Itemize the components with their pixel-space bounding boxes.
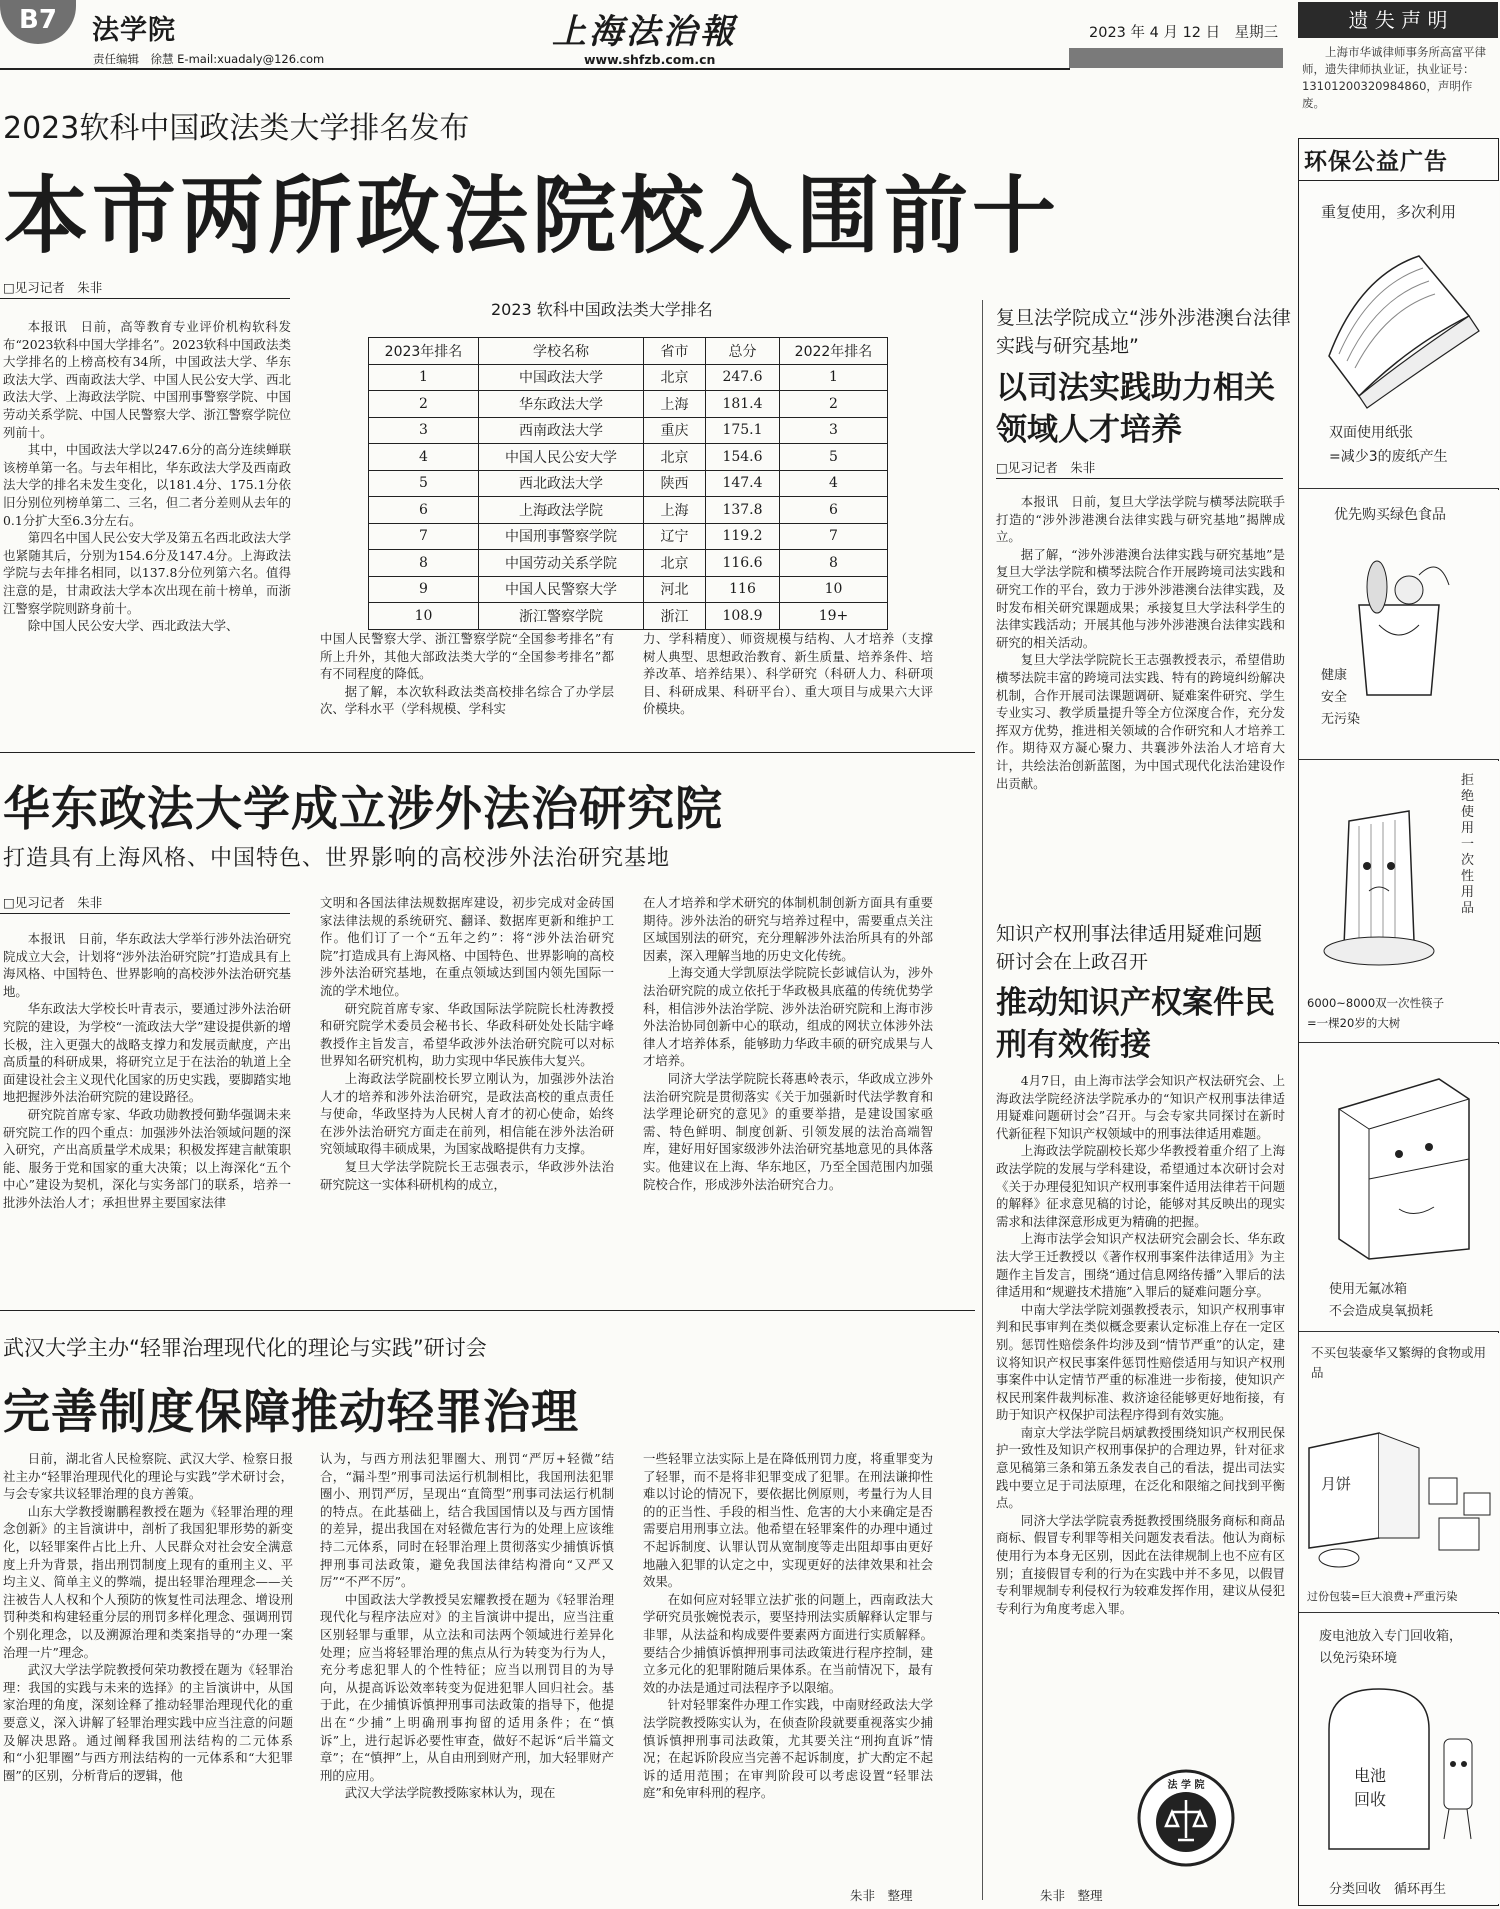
table-cell: 上海 [644, 497, 706, 524]
article2-byline: □见习记者 朱非 [3, 895, 103, 910]
section-title: 法学院 [92, 15, 176, 46]
paragraph: 研究院首席专家、华政功勋教授何勤华强调未来研究院工作的四个重点：加强涉外法治领域问题的深入研究，产出高质量学术成果；积极发挥建言献策职能、服务于党和国家的重大决策；以上海深化“五个中心”建设为契机，深化与实务部门的联系，培养一批涉外法治人才；承担世界主要国家法律 [3, 1106, 291, 1210]
column-header: 2022年排名 [780, 338, 888, 365]
table-cell: 10 [780, 576, 888, 603]
article1-byline: □见习记者 朱非 [3, 280, 103, 295]
paragraph: 中南大学法学院刘强教授表示，知识产权刑事审判和民事审判在类似概念要素认定标准上存在一定区别。惩罚性赔偿条件均涉及到“情节严重”的认定，建议将知识产权民事案件惩罚性赔偿适用与知识产权刑事案件中认定情节严重的标准进一步衔接，使知识产权民刑案件裁判标准、救济途径能够更好地衔接，有助于知识产权保护司法程序得到有效实施。 [996, 1301, 1285, 1423]
lost-notice-title-bar [1298, 2, 1498, 38]
column-divider [982, 300, 983, 1900]
table-cell: 5 [780, 444, 888, 471]
article4-byline-rule [996, 478, 1283, 479]
table-cell: 116.6 [706, 550, 780, 577]
table-cell: 2 [369, 391, 479, 418]
paragraph: 复旦大学法学院院长王志强表示，华政涉外法治研究院这一实体科研机构的成立， [320, 1158, 614, 1192]
article1-byline-rule [0, 298, 290, 299]
table-cell: 4 [369, 444, 479, 471]
eco-panel-fridge [1299, 1044, 1499, 1332]
editor-line: 责任编辑 徐慧 E-mail:xuadaly@126.com [93, 52, 325, 66]
paragraph: 据了解，“涉外涉港澳台法律实践与研究基地”是复旦大学法学院和横琴法院合作开展跨境司法实践和研究工作的平台，致力于涉外涉港澳台法律实践，及时发布相关研究课题成果；承接复旦大学法科学生的法律实践活动；开展其他与涉外涉港澳台法律实践和研究的相关活动。 [996, 546, 1285, 650]
table-cell: 175.1 [706, 417, 780, 444]
article5-signoff: 朱非 整理 [1040, 1888, 1103, 1903]
table-header-row [369, 338, 888, 365]
table-cell: 1 [780, 364, 888, 391]
eco-panel-reuse [1299, 181, 1499, 489]
header-rule [0, 68, 1070, 70]
table-cell: 19+ [780, 603, 888, 630]
paragraph: 文明和各国法律法规数据库建设，初步完成对金砖国家法律法规的系统研究、翻译、数据库更新和维护工作。他们订了一个“五年之约”：将“涉外法治研究院”打造成具有上海风格、中国特色、世界影响的高校涉外法治研究基地，在重点领域达到国内领先国际一流的学术地位。 [320, 895, 614, 998]
paragraph: 中国政法大学教授吴宏耀教授在题为《轻罪治理现代化与程序法应对》的主旨演讲中提出，应当注重区别轻罪与重罪，从立法和司法两个领域进行差异化处理；应当将轻罪治理的焦点从行为转变为行为人，充分考虑犯罪人的个性特征；应当以刑罚目的为导向，从提高诉讼效率转变为促进犯罪人回归社会。基于此，在少捕慎诉慎押刑事司法政策的指导下，他提出在“少捕”上明确刑事拘留的适用条件；在“慎诉”上，进行起诉必要性审查，做好不起诉“后半篇文章”；在“慎押”上，从自由刑到财产刑，加大轻罪财产刑的应用。 [320, 1591, 614, 1783]
paragraph: 日前，湖北省人民检察院、武汉大学、检察日报社主办“轻罪治理现代化的理论与实践”学术研讨会，与会专家共议轻罪治理的良方善策。 [3, 1451, 293, 1502]
table-row [369, 497, 888, 524]
table-row [369, 364, 888, 391]
ranking-table [368, 337, 888, 630]
paragraph: 研究院首席专家、华政国际法学院院长杜涛教授和研究院学术委员会秘书长、华政科研处处长陆宇峰教授作主旨发言，希望华政涉外法治研究院可以对标世界知名研究机构，助力实现中华民族伟大复兴。 [320, 1000, 614, 1069]
eco-panel-slogan: 6000~8000双一次性筷子 =一棵20岁的大树 [1307, 996, 1445, 1030]
eco-panel-label: 月饼 [1321, 1475, 1352, 1493]
table-cell: 浙江警察学院 [479, 603, 644, 630]
paragraph: 同济大学法学院袁秀挺教授围绕服务商标和商品商标、假冒专利罪等相关问题发表看法。他认为商标使用行为本身无区别，因此在法律规制上也不应有区别；直接假冒专利的行为在实践中并不多见，以假冒专利罪规制专利侵权行为较难发挥作用，建议从侵犯专利行为角度考虑入罪。 [996, 1512, 1285, 1616]
table-cell: 中国人民警察大学 [479, 576, 644, 603]
section-rule [0, 752, 975, 753]
column-header: 省市 [644, 338, 706, 365]
table-cell: 119.2 [706, 523, 780, 550]
column-header: 2023年排名 [369, 338, 479, 365]
table-cell: 4 [780, 470, 888, 497]
table-cell: 上海 [644, 391, 706, 418]
table-cell: 北京 [644, 364, 706, 391]
tree-stump-illustration [1299, 781, 1459, 981]
eco-panel-slogan: 分类回收 循环再生 [1329, 1882, 1447, 1897]
paragraph: 其中，中国政法大学以247.6分的高分连续蝉联该榜单第一名。与去年相比，华东政法大学及西南政法大学的排名未发生变化，以181.4分、175.1分依旧分别位列榜单第二、三名，但二者分差则从去年的0.1分扩大至6.3分左右。 [3, 442, 291, 528]
masthead: 上海法治報 [552, 12, 737, 52]
table-cell: 中国劳动关系学院 [479, 550, 644, 577]
article2-subhead: 打造具有上海风格、中国特色、世界影响的高校涉外法治研究基地 [3, 846, 671, 871]
table-cell: 北京 [644, 444, 706, 471]
eco-panel-slogan: 健康 安全 无污染 [1321, 668, 1361, 727]
article3-signoff: 朱非 整理 [850, 1888, 913, 1903]
article2-headline: 华东政法大学成立涉外法治研究院 [3, 782, 723, 837]
eco-panel-caption: 优先购买绿色食品 [1334, 507, 1446, 523]
eco-panel-battery [1299, 1614, 1499, 1904]
table-cell: 3 [780, 417, 888, 444]
table-cell: 中国政法大学 [479, 364, 644, 391]
table-cell: 浙江 [644, 603, 706, 630]
paragraph: 复旦大学法学院院长王志强教授表示，希望借助横琴法院丰富的跨境司法实践、特有的跨境纠纷解决机制，合作开展司法课题调研、疑难案件研究、学生专业实习、教学质量提升等全方位深度合作，充分发挥双方优势，推进相关领域的合作研究和人才培养工作。期待双方凝心聚力、共襄涉外法治人才培育大计，共绘法治创新蓝图，为中国式现代化法治建设作出贡献。 [996, 652, 1285, 791]
website: www.shfzb.com.cn [584, 52, 716, 67]
table-cell: 陕西 [644, 470, 706, 497]
seal-label: 法 学 院 [1167, 1780, 1205, 1791]
article2-column1 [3, 930, 291, 1292]
paragraph: 除中国人民公安大学、西北政法大学、 [27, 618, 239, 634]
table-cell: 辽宁 [644, 523, 706, 550]
paragraph: 力、学科精度）、师资规模与结构、人才培养（支撑树人典型、思想政治教育、新生质量、培养条件、培养改革、培养结果）、科学研究（科研人力、科研项目、科研成果、科研平台）、重大项目与成果六大评价模块。 [643, 631, 933, 717]
article3-headline: 完善制度保障推动轻罪治理 [3, 1385, 579, 1440]
table-cell: 147.4 [706, 470, 780, 497]
paragraph: 在如何应对轻罪立法扩张的问题上，西南政法大学研究员张婉悦表示，要坚持刑法实质解释认定罪与非罪，从法益和构成要件要素两方面进行实质解释。要结合少捕慎诉慎押刑事司法政策进行程序控制，建立多元化的犯罪附随后果体系。在当前情况下，最有效的办法是通过司法程序予以限缩。 [643, 1591, 933, 1695]
table-cell: 华东政法大学 [479, 391, 644, 418]
section-rule [0, 1310, 975, 1311]
table-cell: 9 [369, 576, 479, 603]
table-cell: 108.9 [706, 603, 780, 630]
paragraph: 武汉大学法学院教授陈家林认为，现在 [344, 1785, 556, 1801]
header-gray-bar [1069, 48, 1283, 68]
page-number-badge: B7 [0, 0, 76, 44]
table-row [369, 444, 888, 471]
table-cell: 上海政法学院 [479, 497, 644, 524]
table-cell: 116 [706, 576, 780, 603]
paragraph: 4月7日，由上海市法学会知识产权法研究会、上海政法学院经济法学院承办的“知识产权刑事法律适用疑难问题研讨会”召开。与会专家共同探讨在新时代新征程下知识产权领域中的刑事法律适用难题。 [996, 1073, 1285, 1141]
ranking-table-title: 2023 软科中国政法类大学排名 [491, 300, 713, 319]
table-cell: 6 [780, 497, 888, 524]
article3-column2 [320, 1450, 614, 1905]
paragraph: 在人才培养和学术研究的体制机制创新方面具有重要期待。涉外法治的研究与培养过程中，需要重点关注区域国别法的研究，充分理解涉外法治所具有的外部因素，深入理解当地的历史文化传统。 [643, 895, 933, 963]
table-cell: 247.6 [706, 364, 780, 391]
eco-panel-caption: 重复使用，多次利用 [1321, 203, 1457, 221]
article5-body [996, 1072, 1285, 1862]
battery-bin-illustration [1299, 1669, 1499, 1869]
eco-ad-title: 环保公益广告 [1304, 149, 1448, 175]
lost-notice-title: 遗 失 声 明 [1348, 8, 1448, 32]
table-cell: 6 [369, 497, 479, 524]
paragraph: 本报讯 日前，复旦大学法学院与横琴法院联手打造的“涉外涉港澳台法律实践与研究基地”揭牌成立。 [996, 494, 1285, 545]
article1-column1 [3, 318, 291, 748]
eco-panel-slogan: 双面使用纸张 =减少3的废纸产生 [1329, 425, 1448, 465]
eco-panel-label: 电池 回收 [1354, 1766, 1387, 1809]
paragraph: 同济大学法学院院长蒋惠岭表示，华政成立涉外法治研究院是贯彻落实《关于加强新时代法学教育和法学理论研究的意见》的重要举措，是建设国家亟需、特色鲜明、制度创新、引领发展的法治高端智库，建好用好国家级涉外法治研究基地意见的具体落实。他建议在上海、华东地区，乃至全国范围内加强院校合作，形成涉外法治研究合力。 [643, 1070, 933, 1192]
issue-date: 2023 年 4 月 12 日 星期三 [1089, 25, 1279, 41]
article2-column3 [643, 894, 933, 1292]
table-cell: 7 [780, 523, 888, 550]
paper-stack-illustration [1299, 236, 1499, 416]
article1-kicker: 2023软科中国政法类大学排名发布 [3, 111, 470, 146]
table-row [369, 470, 888, 497]
table-row [369, 523, 888, 550]
paragraph: 本报讯 日前，华东政法大学举行涉外法治研究院成立大会，计划将“涉外法治研究院”打造成具有上海风格、中国特色、世界影响的高校涉外法治研究基地。 [3, 931, 291, 999]
table-cell: 北京 [644, 550, 706, 577]
table-cell: 1 [369, 364, 479, 391]
column-header: 学校名称 [479, 338, 644, 365]
table-cell: 8 [780, 550, 888, 577]
paragraph: 山东大学教授谢鹏程教授在题为《轻罪治理的理念创新》的主旨演讲中，剖析了我国犯罪形势的新变化，以轻罪案件占比上升、人民群众对社会安全满意度上升为背景，指出刑罚制度上现有的重刑主义、平均主义、简单主义的弊端，提出轻罪治理理念——关注被告人人权和个人预防的恢复性司法理念、增设刑罚种类和构建轻重分层的刑罚多样化理念、强调刑罚个别化理念，以及溯源治理和类案指导的“办理一案治理一片”理念。 [3, 1503, 293, 1660]
paragraph: 中国人民警察大学、浙江警察学院“全国参考排名”有所上升外，其他大部政法类大学的“全国参考排名”都有不同程度的降低。 [320, 631, 614, 682]
article2-column2 [320, 894, 614, 1292]
article1-column2 [320, 630, 614, 730]
table-cell: 8 [369, 550, 479, 577]
paragraph: 武汉大学法学院教授何荣功教授在题为《轻罪治理：我国的实践与未来的选择》的主旨演讲中，从国家治理的角度，深刻诠释了推动轻罪治理现代化的重要意义，深入讲解了轻罪治理实践中应当注意的问题及解决思路。通过阐释我国刑法结构的二元体系和“小犯罪圈”与西方刑法结构的一元体系和“大犯罪圈”的区别，分析背后的逻辑，他 [3, 1662, 293, 1783]
lost-notice-body: 上海市华诚律师事务所高富平律师，遗失律师执业证，执业证号：13101200320984860，声明作废。 [1302, 45, 1486, 110]
table-cell: 2 [780, 391, 888, 418]
article2-byline-rule [0, 913, 290, 914]
paragraph: 上海交通大学凯原法学院院长彭诚信认为，涉外法治研究院的成立依托于华政极具底蕴的传统优势学科，相信涉外法治学院、涉外法治研究院和上海市涉外法治协同创新中心的联动，组成的网状立体涉外法律人才培养体系，能够助力华政丰硕的研究成果与人才培养。 [643, 965, 933, 1069]
paragraph: 针对轻罪案件办理工作实践，中南财经政法大学法学院教授陈实认为，在侦查阶段就要重视落实少捕慎诉慎押刑事司法政策，尤其要关注“刑拘直诉”情况；在起诉阶段应当完善不起诉制度，扩大酌定不起诉的适用范围；在审判阶段可以考虑设置“轻罪法庭”和免审科刑的程序。 [643, 1697, 933, 1801]
column-header: 总分 [706, 338, 780, 365]
paragraph: 一些轻罪立法实际上是在降低刑罚力度，将重罪变为了轻罪，而不是将非犯罪变成了犯罪。在刑法谦抑性难以讨论的情况下，要依据比例原则，考量行为人目的的正当性、手段的相当性、危害的大小来确定是否需要启用刑事立法。他希望在轻罪案件的办理中通过不起诉制度、认罪认罚从宽制度等走出阻却事由更好地融入犯罪的认定之中，实现更好的法律效果和社会效果。 [643, 1451, 933, 1590]
eco-panel-disposables [1299, 761, 1499, 1043]
paragraph: 上海政法学院副校长罗立刚认为，加强涉外法治人才的培养和涉外法治研究，是政法高校的重点责任与使命，华政坚持为人民树人育才的初心使命，始终在涉外法治研究方面走在前列，相信能在涉外法治研究领域取得丰硕成果，为国家战略提供有力支撑。 [320, 1070, 614, 1157]
article3-kicker: 武汉大学主办“轻罪治理现代化的理论与实践”研讨会 [3, 1336, 487, 1360]
table-cell: 西南政法大学 [479, 417, 644, 444]
table-row [369, 576, 888, 603]
eco-panel-slogan: 过份包装=巨大浪费+严重污染 [1307, 1590, 1458, 1603]
table-cell: 3 [369, 417, 479, 444]
fridge-illustration [1299, 1059, 1499, 1269]
eco-panel-slogan: 使用无氟冰箱 不会造成臭氧损耗 [1329, 1282, 1434, 1319]
table-cell: 181.4 [706, 391, 780, 418]
table-row [369, 550, 888, 577]
article4-kicker: 复旦法学院成立“涉外涉港澳台法律实践与研究基地” [996, 307, 1291, 357]
table-cell: 中国刑事警察学院 [479, 523, 644, 550]
paragraph: 上海市法学会知识产权法研究会副会长、华东政法大学王迁教授以《著作权刑事案件法律适用》为主题作主旨发言，围绕“通过信息网络传播”入罪后的法律适用和“规避技术措施”入罪后的疑难问题分享。 [996, 1231, 1285, 1300]
eco-panel-packaging [1299, 1333, 1499, 1613]
law-school-seal [1136, 1768, 1236, 1868]
eco-panel-caption: 废电池放入专门回收箱， 以免污染环境 [1319, 1629, 1463, 1666]
article4-headline: 以司法实践助力相关领域人才培养 [996, 370, 1275, 448]
eco-panel-caption: 拒 绝 使 用 一 次 性 用 品 [1461, 773, 1475, 916]
article3-column1 [3, 1450, 293, 1905]
article5-headline: 推动知识产权案件民刑有效衔接 [996, 985, 1275, 1063]
table-row [369, 417, 888, 444]
table-cell: 5 [369, 470, 479, 497]
article4-byline: □见习记者 朱非 [996, 460, 1096, 475]
article1-column3 [643, 630, 933, 730]
table-row [369, 391, 888, 418]
table-cell: 重庆 [644, 417, 706, 444]
article5-kicker: 知识产权刑事法律适用疑难问题研讨会在上政召开 [996, 923, 1263, 973]
table-cell: 西北政法大学 [479, 470, 644, 497]
eco-panel-caption: 不买包装豪华又繁缛的食物或用品 [1311, 1345, 1487, 1380]
paragraph: 南京大学法学院吕炳斌教授围绕知识产权刑民保护一致性及知识产权刑事保护的合理边界，针对征求意见稿第三条和第五条发表自己的看法，提出司法实践中要立足于司法原理，在泛化和限缩之间找到平衡点。 [996, 1424, 1285, 1511]
article1-headline: 本市两所政法院校入围前十 [4, 167, 1061, 265]
table-cell: 7 [369, 523, 479, 550]
table-cell: 10 [369, 603, 479, 630]
article3-column3 [643, 1450, 933, 1884]
table-cell: 137.8 [706, 497, 780, 524]
paragraph: 本报讯 日前，高等教育专业评价机构软科发布“2023软科中国大学排名”。2023软科中国政法类大学排名的上榜高校有34所，中国政法大学、华东政法大学、西南政法大学、中国人民公安大学、西北政法大学、上海政法学院、中国刑事警察学院、中国劳动关系学院、中国人民警察大学、浙江警察学院位列前十。 [3, 319, 291, 440]
paragraph: 据了解，本次软科政法类高校排名综合了办学层次、学科水平（学科规模、学科实 [320, 683, 614, 717]
paragraph: 上海政法学院副校长郑少华教授着重介绍了上海政法学院的发展与学科建设，希望通过本次研讨会对《关于办理侵犯知识产权刑事案件适用法律若干问题的解释》征求意见稿的讨论，能够对其反映出的现实需求和法律深意形成更为精确的把握。 [996, 1143, 1285, 1229]
table-cell: 河北 [644, 576, 706, 603]
paragraph: 认为，与西方刑法犯罪圈大、刑罚“严厉+轻微”结合，“漏斗型”刑事司法运行机制相比，我国刑法犯罪圈小、刑罚严厉，呈现出“直筒型”刑事司法运行机制的特点。在此基础上，结合我国国情以及与西方国情的差异，提出我国在对轻微危害行为的处理上应该维持二元体系，同时在轻罪治理上贯彻落实少捕慎诉慎押刑事司法政策，避免我国法律结构滑向“又严又厉”“不严不厉”。 [320, 1451, 614, 1590]
table-cell: 中国人民公安大学 [479, 444, 644, 471]
table-row [369, 603, 888, 630]
table-cell: 154.6 [706, 444, 780, 471]
paragraph: 第四名中国人民公安大学及第五名西北政法大学也紧随其后，分别为154.6分及147.4分。上海政法学院与去年排名相同，以137.8分位列第六名。值得注意的是，甘肃政法大学本次出现在前十榜单，而浙江警察学院则跻身前十。 [3, 530, 291, 616]
article4-body [996, 493, 1285, 913]
eco-panel-green-food [1299, 490, 1499, 760]
paragraph: 华东政法大学校长叶青表示，要通过涉外法治研究院的建设，为学校“一流政法大学”建设提供新的增长极，注入更强大的战略支撑力和发展贡献度，产出高质量的科研成果，将研究立足于在法治的轨道上全面建设社会主义现代化国家的历史实践，要脚踏实地地把握涉外法治研究院的建设路径。 [3, 1001, 291, 1105]
